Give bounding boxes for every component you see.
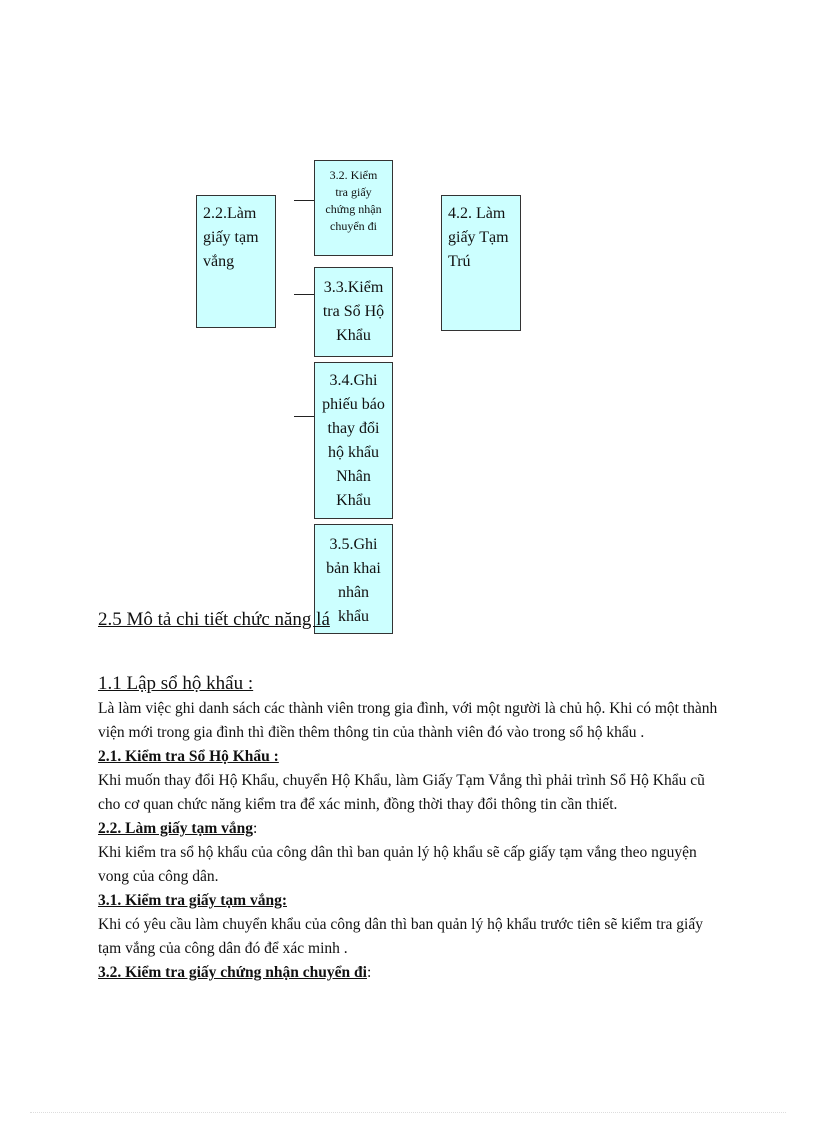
paragraph-2-1: Khi muốn thay đổi Hộ Khẩu, chuyển Hộ Khẩu, làm Giấy Tạm Vắng thì phải trình Sổ Hộ Khẩu cũ cho cơ quan chức năng kiểm tra để xác minh, đồng thời thay đổi thông tin cần thiết. — [98, 772, 705, 813]
heading-2-2: 2.2. Làm giấy tạm vắng — [98, 820, 253, 837]
subsection-title: 1.1 Lập sổ hộ khẩu : — [98, 673, 254, 694]
box-2-2-lam-giay-tam-vang: 2.2.Làm giấy tạm vắng — [196, 195, 276, 328]
paragraph-2-2: Khi kiểm tra sổ hộ khẩu của công dân thì ban quản lý hộ khẩu sẽ cấp giấy tạm vắng theo nguyện vong của công dân. — [98, 844, 697, 885]
box-3-2-kiem-tra-giay-chung-nhan: 3.2. Kiểm tra giấy chứng nhận chuyển đi — [314, 160, 393, 256]
connector-3-4 — [294, 416, 314, 417]
section-title: 2.5 Mô tả chi tiết chức năng lá — [98, 609, 330, 630]
box-4-2-lam-giay-tam-tru: 4.2. Làm giấy Tạm Trú — [441, 195, 521, 331]
paragraph-3-1: Khi có yêu cầu làm chuyển khẩu của công dân thì ban quản lý hộ khẩu trước tiên sẽ kiểm tra giấy tạm vắng của công dân đó để xác minh . — [98, 916, 703, 957]
box-3-3-kiem-tra-so-ho-khau: 3.3.Kiểm tra Sổ Hộ Khẩu — [314, 267, 393, 357]
connector-3-3 — [294, 294, 314, 295]
body-text: Là làm việc ghi danh sách các thành viên trong gia đình, với một người là chủ hộ. Khi có một thành viện mới trong gia đình thì điền thêm thông tin của thành viên đó vào trong sổ hộ khẩu . 2.1. Kiểm tra Sổ Hộ Khẩu : Khi muốn thay đổi Hộ Khẩu, chuyển Hộ Khẩu, làm Giấy Tạm Vắng thì phải trình Sổ Hộ Khẩu cũ cho cơ quan chức năng kiểm tra để xác minh, đồng thời thay đổi thông tin cần thiết. 2.2. Làm giấy tạm vắng: Khi kiểm tra sổ hộ khẩu của công dân thì ban quản lý hộ khẩu sẽ cấp giấy tạm vắng theo nguyện vong của công dân. 3.1. Kiểm tra giấy tạm vắng: Khi có yêu cầu làm chuyển khẩu của công dân thì ban quản lý hộ khẩu trước tiên sẽ kiểm tra giấy tạm vắng của công dân đó để xác minh . 3.2. Kiểm tra giấy chứng nhận chuyển đi: — [98, 697, 728, 985]
box-3-5-ghi-ban-khai-nhan-khau: 3.5.Ghi bản khai nhân khẩu — [314, 524, 393, 634]
connector-3-2 — [294, 200, 314, 201]
paragraph-intro: Là làm việc ghi danh sách các thành viên trong gia đình, với một người là chủ hộ. Khi có một thành viện mới trong gia đình thì điền thêm thông tin của thành viên đó vào trong sổ hộ khẩu . — [98, 700, 718, 741]
box-3-4-ghi-phieu-bao-thay-doi: 3.4.Ghi phiếu báo thay đổi hộ khẩu Nhân Khẩu — [314, 362, 393, 519]
heading-2-1: 2.1. Kiểm tra Sổ Hộ Khẩu : — [98, 748, 279, 765]
heading-3-2: 3.2. Kiểm tra giấy chứng nhận chuyển đi — [98, 964, 367, 981]
page-footer-divider — [30, 1112, 786, 1113]
heading-3-1: 3.1. Kiểm tra giấy tạm vắng: — [98, 892, 287, 909]
